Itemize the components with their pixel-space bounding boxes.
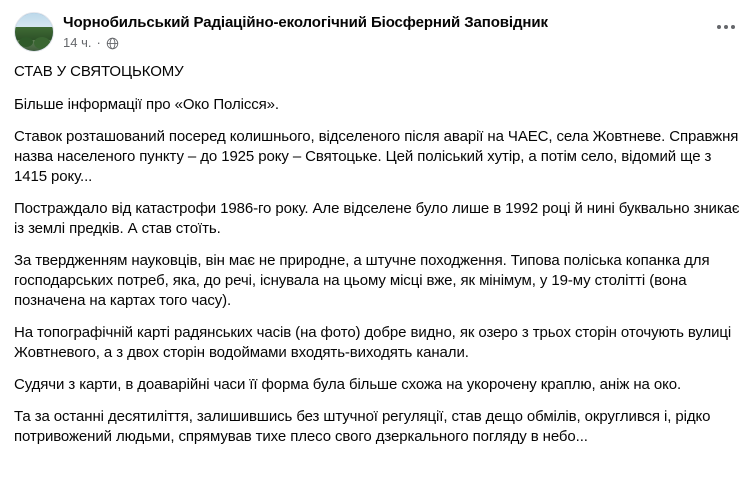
post-timestamp[interactable]: 14 ч.: [63, 35, 92, 50]
meta-separator: ·: [96, 35, 101, 50]
globe-icon[interactable]: [106, 37, 119, 50]
post-paragraph: СТАВ У СВЯТОЦЬКОМУ: [14, 63, 184, 80]
post-header-text: [63, 12, 741, 51]
more-dot-1: [717, 25, 721, 29]
post-paragraph: Ставок розташований посеред колишнього, відселеного після аварії на ЧАЕС, села Жовтневе. Справжня назва населеного пункту – до 1925 року – Святоцьке. Цей поліський хутір, а потім село, відомий ще з 1415 року...: [14, 128, 739, 185]
post-body: [14, 58, 741, 447]
avatar[interactable]: [14, 12, 54, 52]
post-paragraph: За твердженням науковців, він має не природне, а штучне походження. Типова поліська копанка для господарських потреб, яка, до речі, існувала на цьому місці вже, як мінімум, у 19-му столітті (вона позначена на картах того часу).: [14, 252, 710, 309]
post-meta: [63, 35, 741, 51]
post-paragraph: Постраждало від катастрофи 1986-го року. Але відселене було лише в 1992 році й нині буквально зникає із землі предків. А став стоїть.: [14, 200, 740, 237]
page-name[interactable]: Чорнобильський Радіаційно-екологічний Біосферний Заповідник: [63, 14, 548, 31]
post-paragraph: На топографічній карті радянських часів (на фото) добре видно, як озеро з трьох сторін оточують вулиці Жовтневого, а з двох сторін водоймами входять-виходять канали.: [14, 324, 732, 361]
post-header: [14, 10, 741, 58]
more-dot-2: [724, 25, 728, 29]
avatar-bush-right: [34, 37, 50, 49]
post-paragraph: Та за останні десятиліття, залишившись без штучної регуляції, став дещо обмілів, округлився і, рідко потривожений людьми, спрямував тихе плесо свого дзеркального погляду в небо...: [14, 408, 711, 445]
more-dot-3: [731, 25, 735, 29]
post-paragraph: Більше інформації про «Око Полісся».: [14, 96, 279, 113]
post-paragraph: Судячи з карти, в доаварійні часи її форма була більше схожа на укорочену краплю, аніж на око.: [14, 376, 682, 393]
avatar-bush-left: [19, 37, 33, 47]
more-options-icon[interactable]: [711, 12, 741, 42]
